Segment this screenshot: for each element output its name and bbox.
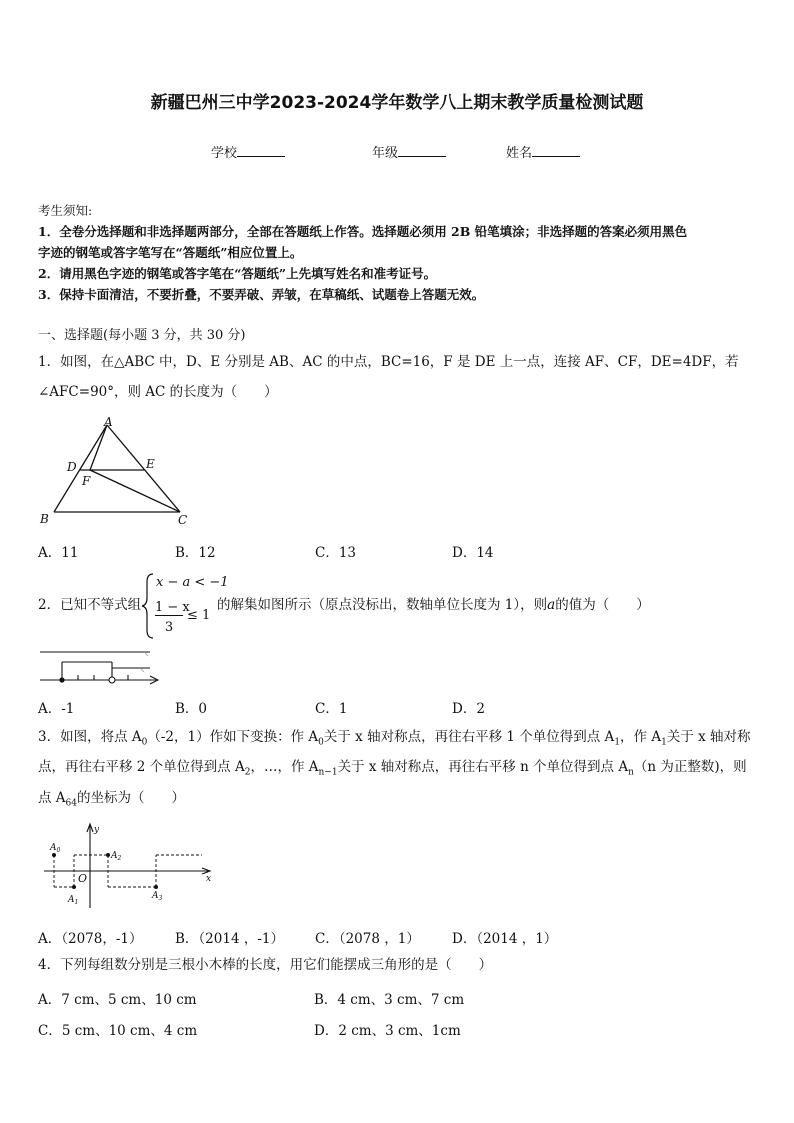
q1-option-b: B．12: [175, 545, 216, 561]
q3-line1: 3．如图，将点 $A_0(-2$，1）作如下变换：作 $A_0$关于 x 轴对称点，再往右平移 1 个单位得到点 $A_1$，作 $A_1$关于 x 轴对称: [38, 729, 751, 748]
label-C: C: [178, 513, 188, 527]
notice-item1-line2: 字迹的钢笔或答字笔写在“答题纸”相应位置上。: [38, 245, 303, 260]
origin-label: O: [78, 872, 88, 885]
label-A3: $A_3$: [152, 891, 163, 902]
q2-brace: [141, 572, 155, 640]
grade-field[interactable]: [372, 142, 446, 161]
label-A2: $A_2$: [111, 851, 122, 862]
label-A1: $A_1$: [68, 895, 79, 906]
section-heading: 一、选择题(每小题 3 分，共 30 分): [38, 328, 246, 343]
name-field[interactable]: [506, 142, 580, 161]
grade-label: 年级: [372, 146, 399, 161]
q1-option-c: C．13: [315, 545, 357, 561]
q2-suffix: [217, 591, 650, 620]
q2-var: a: [547, 597, 556, 613]
q2-number-line: [36, 648, 166, 690]
q2-ineq2-rel: ≤ 1: [187, 608, 211, 623]
label-A0: $A_0$: [50, 843, 61, 854]
label-F: F: [82, 474, 91, 488]
q2-suffix-a: 的解集如图所示（原点没标出，数轴单位长度为 1），则: [217, 597, 548, 613]
q2-option-b: B．0: [175, 701, 208, 717]
name-label: 姓名: [506, 146, 533, 161]
label-A: A: [104, 415, 113, 429]
notice-heading: 考生须知:: [38, 203, 93, 218]
q4-option-d: D．2 cm、3 cm、1cm: [314, 1023, 461, 1039]
q1-line2: ∠AFC=90°，则 AC 的长度为（ ）: [38, 384, 278, 400]
q3-coordinate-figure: [36, 820, 216, 912]
q2-option-a: A．-1: [38, 701, 75, 717]
notice-item1-line1: 1．全卷分选择题和非选择题两部分，全部在答题纸上作答。选择题必须用 2B 铅笔填涂；非选择题的答案必须用黑色: [38, 224, 688, 239]
q3-option-d: D．（2014 ，1）: [452, 931, 558, 947]
q3-option-a: A．（2078，-1）: [38, 931, 143, 947]
q3-option-b: B．（2014 ，-1）: [175, 931, 284, 947]
q4-option-a: A．7 cm、5 cm、10 cm: [38, 992, 197, 1008]
school-label: 学校: [211, 146, 238, 161]
q4-option-b: B．4 cm、3 cm、7 cm: [314, 992, 465, 1008]
q3-line3: 点 $A_{64}$的坐标为（ ）: [38, 790, 185, 809]
q1-option-a: A．11: [38, 545, 79, 561]
q1-triangle-figure: [36, 414, 206, 530]
axis-y-label: y: [94, 825, 100, 835]
q3-line2: 点，再往右平移 2 个单位得到点 $A_2$，…，作 $A_{n-1}$关于 x 轴对称点，再往右平移 n 个单位得到点 $A_n(n$ 为正整数)，则: [38, 759, 747, 778]
q4-option-c: C．5 cm、10 cm、4 cm: [38, 1023, 198, 1039]
notice-item3: 3．保持卡面清洁，不要折叠，不要弄破、弄皱，在草稿纸、试题卷上答题无效。: [38, 287, 485, 302]
q2-option-d: D．2: [452, 701, 485, 717]
label-D: D: [67, 460, 77, 474]
q1-line1: 1．如图，在△ABC 中，D、E 分别是 AB、AC 的中点，BC=16，F 是 DE 上一点，连接 AF、CF，DE=4DF，若: [38, 354, 739, 370]
q2-option-c: C．1: [315, 701, 348, 717]
label-B: B: [40, 512, 49, 526]
q2-suffix-b: 的值为（ ）: [555, 597, 650, 613]
label-E: E: [146, 457, 155, 471]
q2-frac-num: 1 − x: [155, 600, 190, 615]
axis-x-label: x: [206, 874, 212, 884]
page-title: 新疆巴州三中学2023-2024学年数学八上期末教学质量检测试题: [150, 93, 644, 113]
q2-prefix: 2．已知不等式组: [38, 597, 142, 613]
q2-ineq1: x − a < −1: [156, 575, 229, 590]
q1-option-d: D．14: [452, 545, 494, 561]
q3-option-c: C．（2078 ，1）: [315, 931, 420, 947]
q2-frac-den: 3: [164, 620, 174, 635]
q4-stem: 4．下列每组数分别是三根小木棒的长度，用它们能摆成三角形的是（ ）: [38, 957, 493, 973]
notice-item2: 2．请用黑色字迹的钢笔或答字笔在“答题纸”上先填写姓名和准考证号。: [38, 266, 437, 281]
school-field[interactable]: [211, 142, 285, 161]
